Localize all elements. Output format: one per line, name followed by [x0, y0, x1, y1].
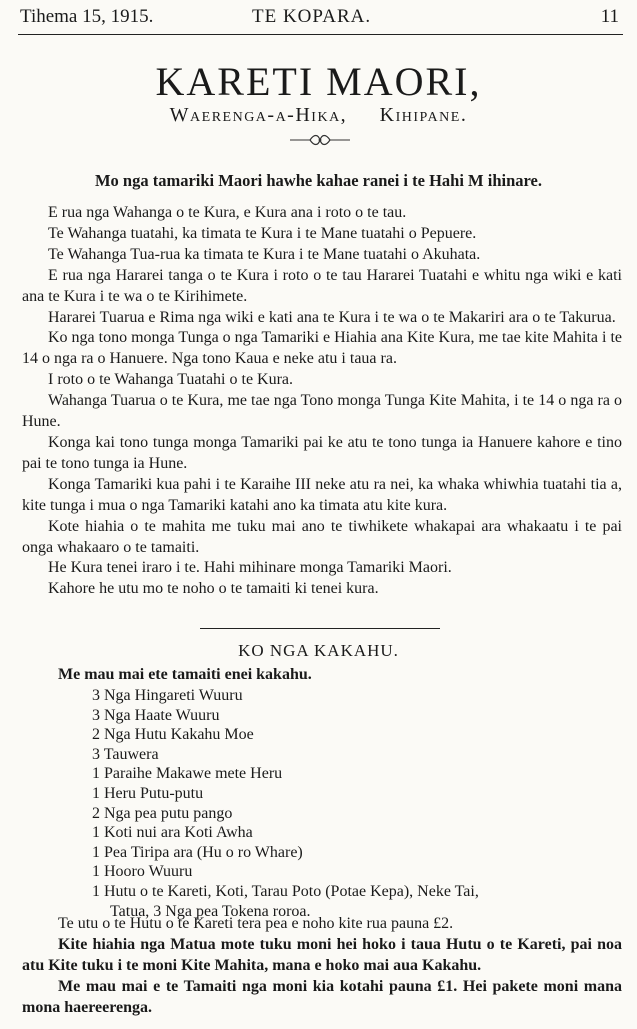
paragraph: I roto o te Wahanga Tuatahi o te Kura. — [48, 371, 294, 389]
intro-line: Mo nga tamariki Maori hawhe kahae ranei i te Hahi M ihinare. — [94, 171, 542, 190]
closing-paragraph: Te utu o te Hutu o te Kareti tera pea e noho kite rua pauna £2. — [58, 915, 454, 932]
paragraph: Ko nga tono monga Tunga o nga Tamariki e Hiahia ana Kite Kura, me tae kite Mahita i te 14 o nga ra o Hanuere. Nga tono Kaua e neke atu i taua ra. — [22, 329, 622, 368]
article-body — [22, 203, 622, 600]
closing-paragraph: Kite hiahia nga Matua mote tuku moni hei hoko i taua Hutu o te Kareti, pai noa atu Kite tuku i te moni Kite Mahita, mana e hoko mai aua Kakahu. — [22, 936, 622, 974]
closing-paragraph: Me mau mai e te Tamaiti nga moni kia kotahi pauna £1. Hei pakete moni mana mona haereerenga. — [22, 978, 622, 1016]
header-rule — [18, 34, 623, 35]
list-item: 1 Koti nui ara Koti Awha — [92, 824, 253, 842]
article-location: Waerenga-a-Hika, Kihipane. — [169, 104, 468, 126]
paragraph: E rua nga Wahanga o te Kura, e Kura ana i roto o te tau. — [48, 204, 407, 221]
ornament-divider-icon — [288, 132, 352, 148]
publication-name: TE KOPARA. — [252, 6, 372, 27]
paragraph: Konga kai tono tunga monga Tamariki pai ke atu te tono tunga ia Hanuere kahore e tino pai te tono tunga ia Hune. — [22, 433, 622, 472]
paragraph: Konga Tamariki kua pahi i te Karaihe III neke atu ra nei, ka whaka whiwhia tuatahi tia a, kite tunga i mua o nga Tamariki katahi ano ka timata atu kite kura. — [22, 475, 622, 514]
article-title: KARETI MAORI, — [155, 59, 482, 104]
list-item: 2 Nga Hutu Kakahu Moe — [92, 726, 254, 744]
paragraph: Te Wahanga Tua-rua ka timata te Kura i te Mane tuatahi o Akuhata. — [48, 245, 481, 263]
paragraph: He Kura tenei iraro i te. Hahi mihinare monga Tamariki Maori. — [48, 559, 452, 577]
issue-date: Tihema 15, 1915. — [20, 6, 154, 27]
clothing-heading: KO NGA KAKAHU. — [238, 641, 399, 660]
paragraph: E rua nga Hararei tanga o te Kura i roto o te tau Hararei Tuatahi e whitu nga wiki e kati ana te Kura i te wa o te Kirihimete. — [22, 266, 622, 305]
list-item: 3 Nga Haate Wuuru — [92, 706, 220, 724]
paragraph: Hararei Tuarua e Rima nga wiki e kati ana te Kura i te wa o te Makariri ara o te Takurua. — [48, 308, 616, 326]
clothing-list — [92, 686, 622, 921]
paragraph: Wahanga Tuarua o te Kura, me tae nga Tono monga Tunga Kite Mahita, i te 14 o nga ra o Hune. — [22, 392, 622, 431]
paragraph: Kahore he utu mo te noho o te tamaiti ki tenei kura. — [48, 580, 379, 598]
list-item: 1 Heru Putu-putu — [92, 784, 204, 802]
list-item: 2 Nga pea putu pango — [92, 804, 233, 822]
list-item: 1 Hooro Wuuru — [92, 863, 193, 881]
page-number: 11 — [600, 6, 619, 27]
list-item: 3 Nga Hingareti Wuuru — [92, 687, 243, 704]
closing-notes — [22, 913, 622, 1018]
section-divider — [200, 628, 440, 629]
list-item: 1 Pea Tiripa ara (Hu o ro Whare) — [92, 843, 303, 861]
running-header — [20, 6, 619, 34]
list-item: 3 Tauwera — [92, 745, 159, 763]
list-item-continuation: Tatua, 3 Nga pea Tokena roroa. — [110, 902, 311, 920]
paragraph: Kote hiahia o te mahita me tuku mai ano te tiwhikete whakapai ara whakaatu i te pai onga whakaaro o te tamaiti. — [22, 517, 622, 556]
paragraph: Te Wahanga tuatahi, ka timata te Kura i te Mane tuatahi o Pepuere. — [48, 224, 477, 242]
list-item-text: 1 Hutu o te Kareti, Koti, Tarau Poto (Potae Kepa), Neke Tai, — [92, 882, 479, 900]
clothing-intro: Me mau mai ete tamaiti enei kakahu. — [58, 666, 312, 683]
list-item: 1 Paraihe Makawe mete Heru — [92, 765, 283, 783]
